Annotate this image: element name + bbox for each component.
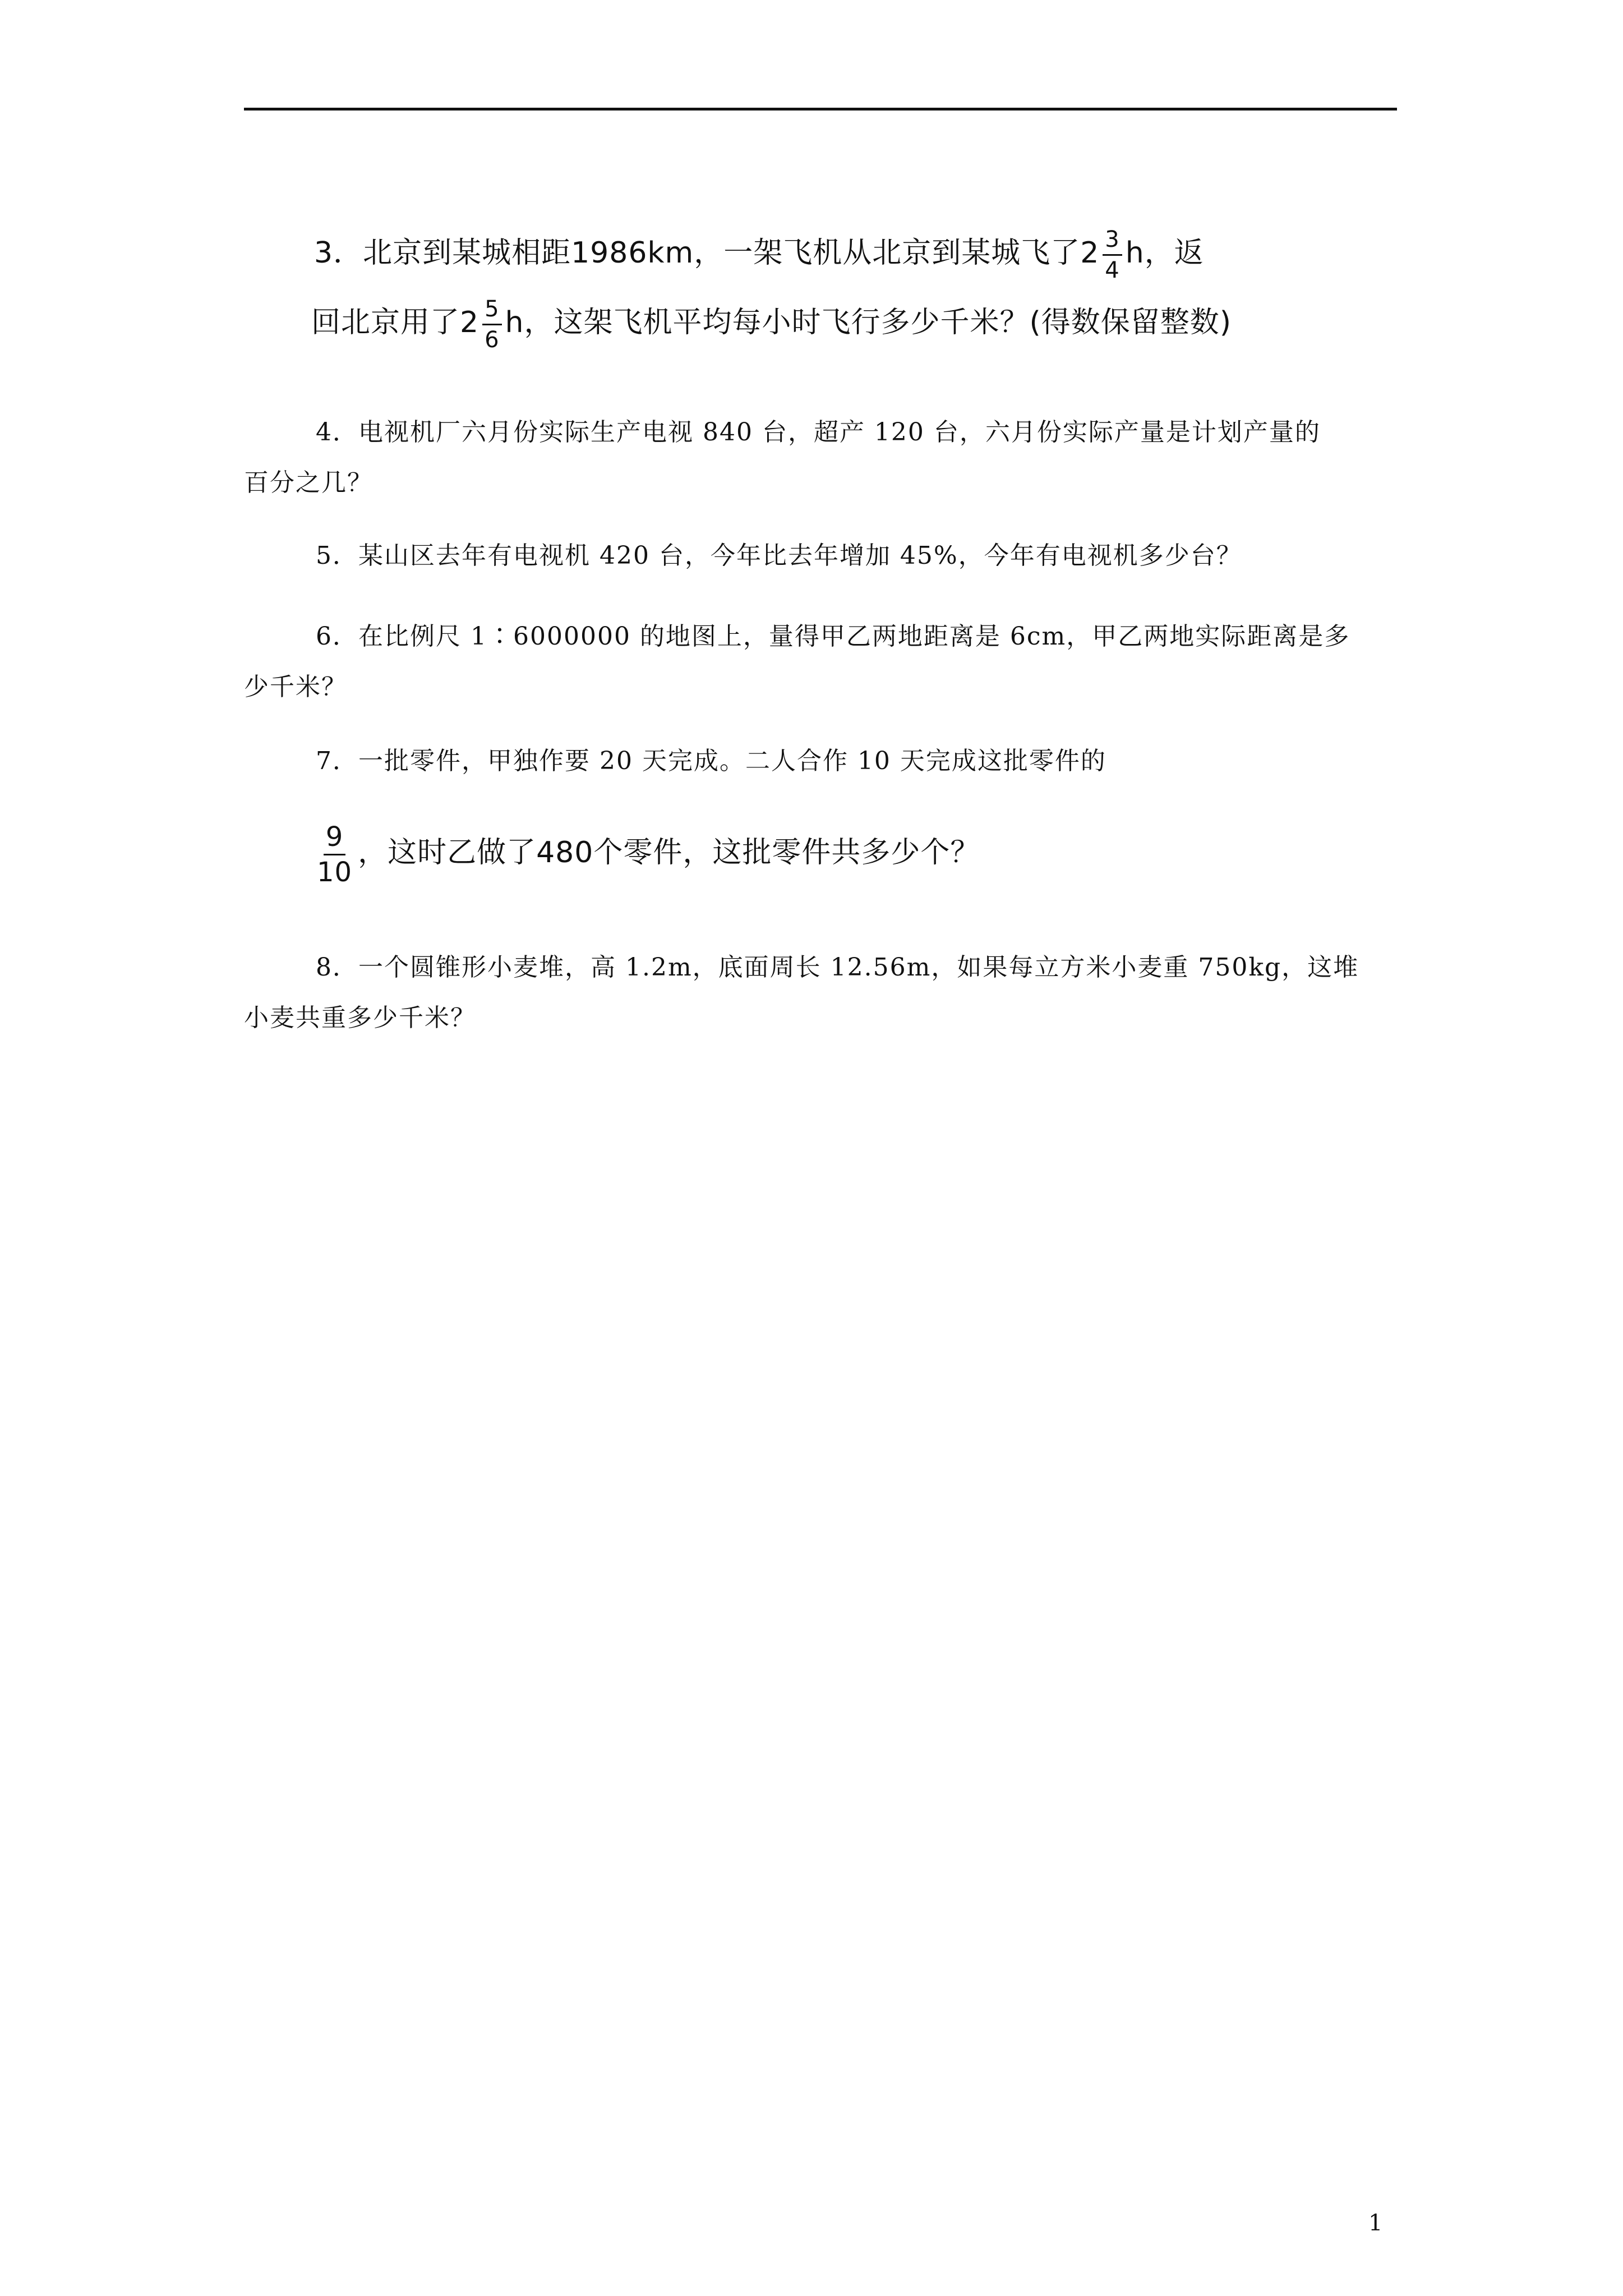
problem-4 — [244, 407, 1397, 508]
problem-3-line-1 — [314, 222, 1467, 284]
fraction-denominator: 6 — [485, 326, 500, 353]
fraction-5-6 — [482, 298, 501, 351]
fraction-numerator: 5 — [482, 298, 501, 325]
problem-3 — [311, 222, 1467, 354]
fraction-numerator: 3 — [1103, 228, 1122, 256]
problem-3-text-d: h，这架飞机平均每小时飞行多少千米？(得数保留整数) — [505, 306, 1232, 339]
problem-8 — [244, 942, 1397, 1043]
problem-8-line-1: 8．一个圆锥形小麦堆，高 1.2m，底面周长 12.56m，如果每立方米小麦重 750kg，这堆 — [316, 953, 1359, 982]
header-rule — [244, 108, 1397, 111]
problem-3-line-2 — [311, 291, 1467, 354]
fraction-3-4 — [1103, 228, 1122, 282]
problem-7 — [244, 736, 1397, 786]
problem-7-line-1: 7．一批零件，甲独作要 20 天完成。二人合作 10 天完成这批零件的 — [316, 747, 1106, 775]
problem-4-line-1: 4．电视机厂六月份实际生产电视 840 台，超产 120 台，六月份实际产量是计划产量的 — [316, 418, 1321, 447]
problem-8-line-2: 小麦共重多少千米？ — [244, 1004, 476, 1032]
problem-3-text-b: h，返 — [1125, 236, 1204, 270]
problem-5-line-1: 5．某山区去年有电视机 420 台，今年比去年增加 45%，今年有电视机多少台？ — [316, 541, 1242, 570]
problem-4-line-2: 百分之几？ — [244, 468, 373, 497]
fraction-denominator: 4 — [1105, 257, 1120, 283]
problem-7-line-2: ，这时乙做了480个零件，这批零件共多少个？ — [358, 836, 980, 869]
page-number: 1 — [1368, 2210, 1383, 2236]
problem-5 — [244, 531, 1397, 581]
fraction-9-10 — [315, 823, 354, 886]
problem-6 — [244, 611, 1397, 712]
problem-7-continued — [311, 819, 1464, 886]
fraction-numerator: 9 — [324, 823, 346, 855]
fraction-denominator: 10 — [317, 856, 353, 888]
problem-6-line-1: 6．在比例尺 1∶6000000 的地图上，量得甲乙两地距离是 6cm，甲乙两地实际距离是多 — [316, 622, 1350, 651]
problem-3-text-a: 3．北京到某城相距1986km，一架飞机从北京到某城飞了2 — [314, 236, 1100, 270]
problem-3-text-c: 回北京用了2 — [311, 306, 479, 339]
problem-6-line-2: 少千米？ — [244, 673, 347, 701]
